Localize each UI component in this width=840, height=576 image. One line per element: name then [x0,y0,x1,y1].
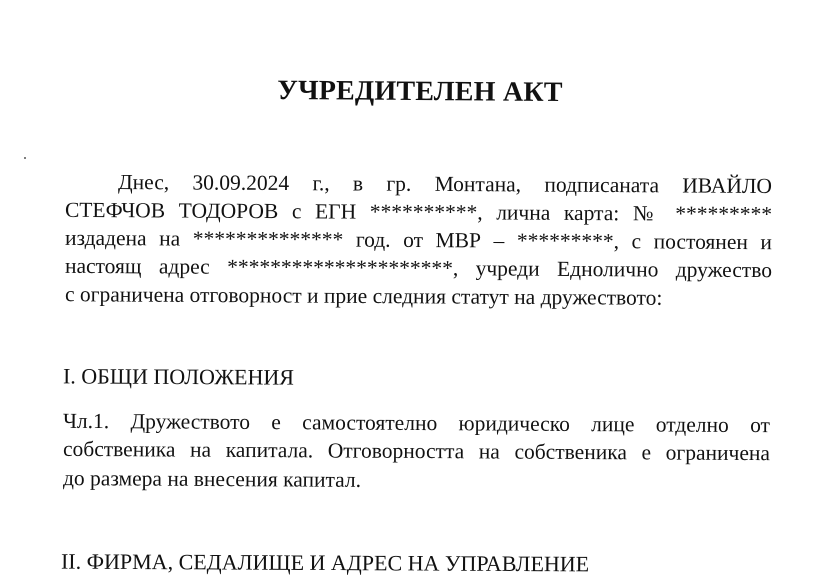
section-1-heading: I. ОБЩИ ПОЛОЖЕНИЯ [62,363,295,390]
document-title: УЧРЕДИТЕЛЕН АКТ [277,75,563,108]
intro-line-4: настоящ адрес *********************, учреди Еднолично дружество [64,253,773,283]
section-2-heading: II. ФИРМА, СЕДАЛИЩЕ И АДРЕС НА УПРАВЛЕНИЕ [60,548,590,576]
article-1-line-1: Чл.1. Дружеството е самостоятелно юридическо лице отделно от [62,408,771,438]
intro-line-5: с ограничена отговорност и прие следния статут на дружеството: [64,282,663,310]
intro-line-3: издадена на ************** год. от МВР – *********, с постоянен и [64,225,773,255]
intro-line-2: СТЕФЧОВ ТОДОРОВ с ЕГН **********, лична карта: № ********* [64,197,773,227]
article-1-line-3: до размера на внесения капитал. [62,466,362,492]
scan-speck [24,157,26,159]
article-1-line-2: собственика на капитала. Отговорността на собственика е ограничена [62,436,771,466]
intro-line-1: Днес, 30.09.2024 г., в гр. Монтана, подписаната ИВАЙЛО [117,170,773,198]
